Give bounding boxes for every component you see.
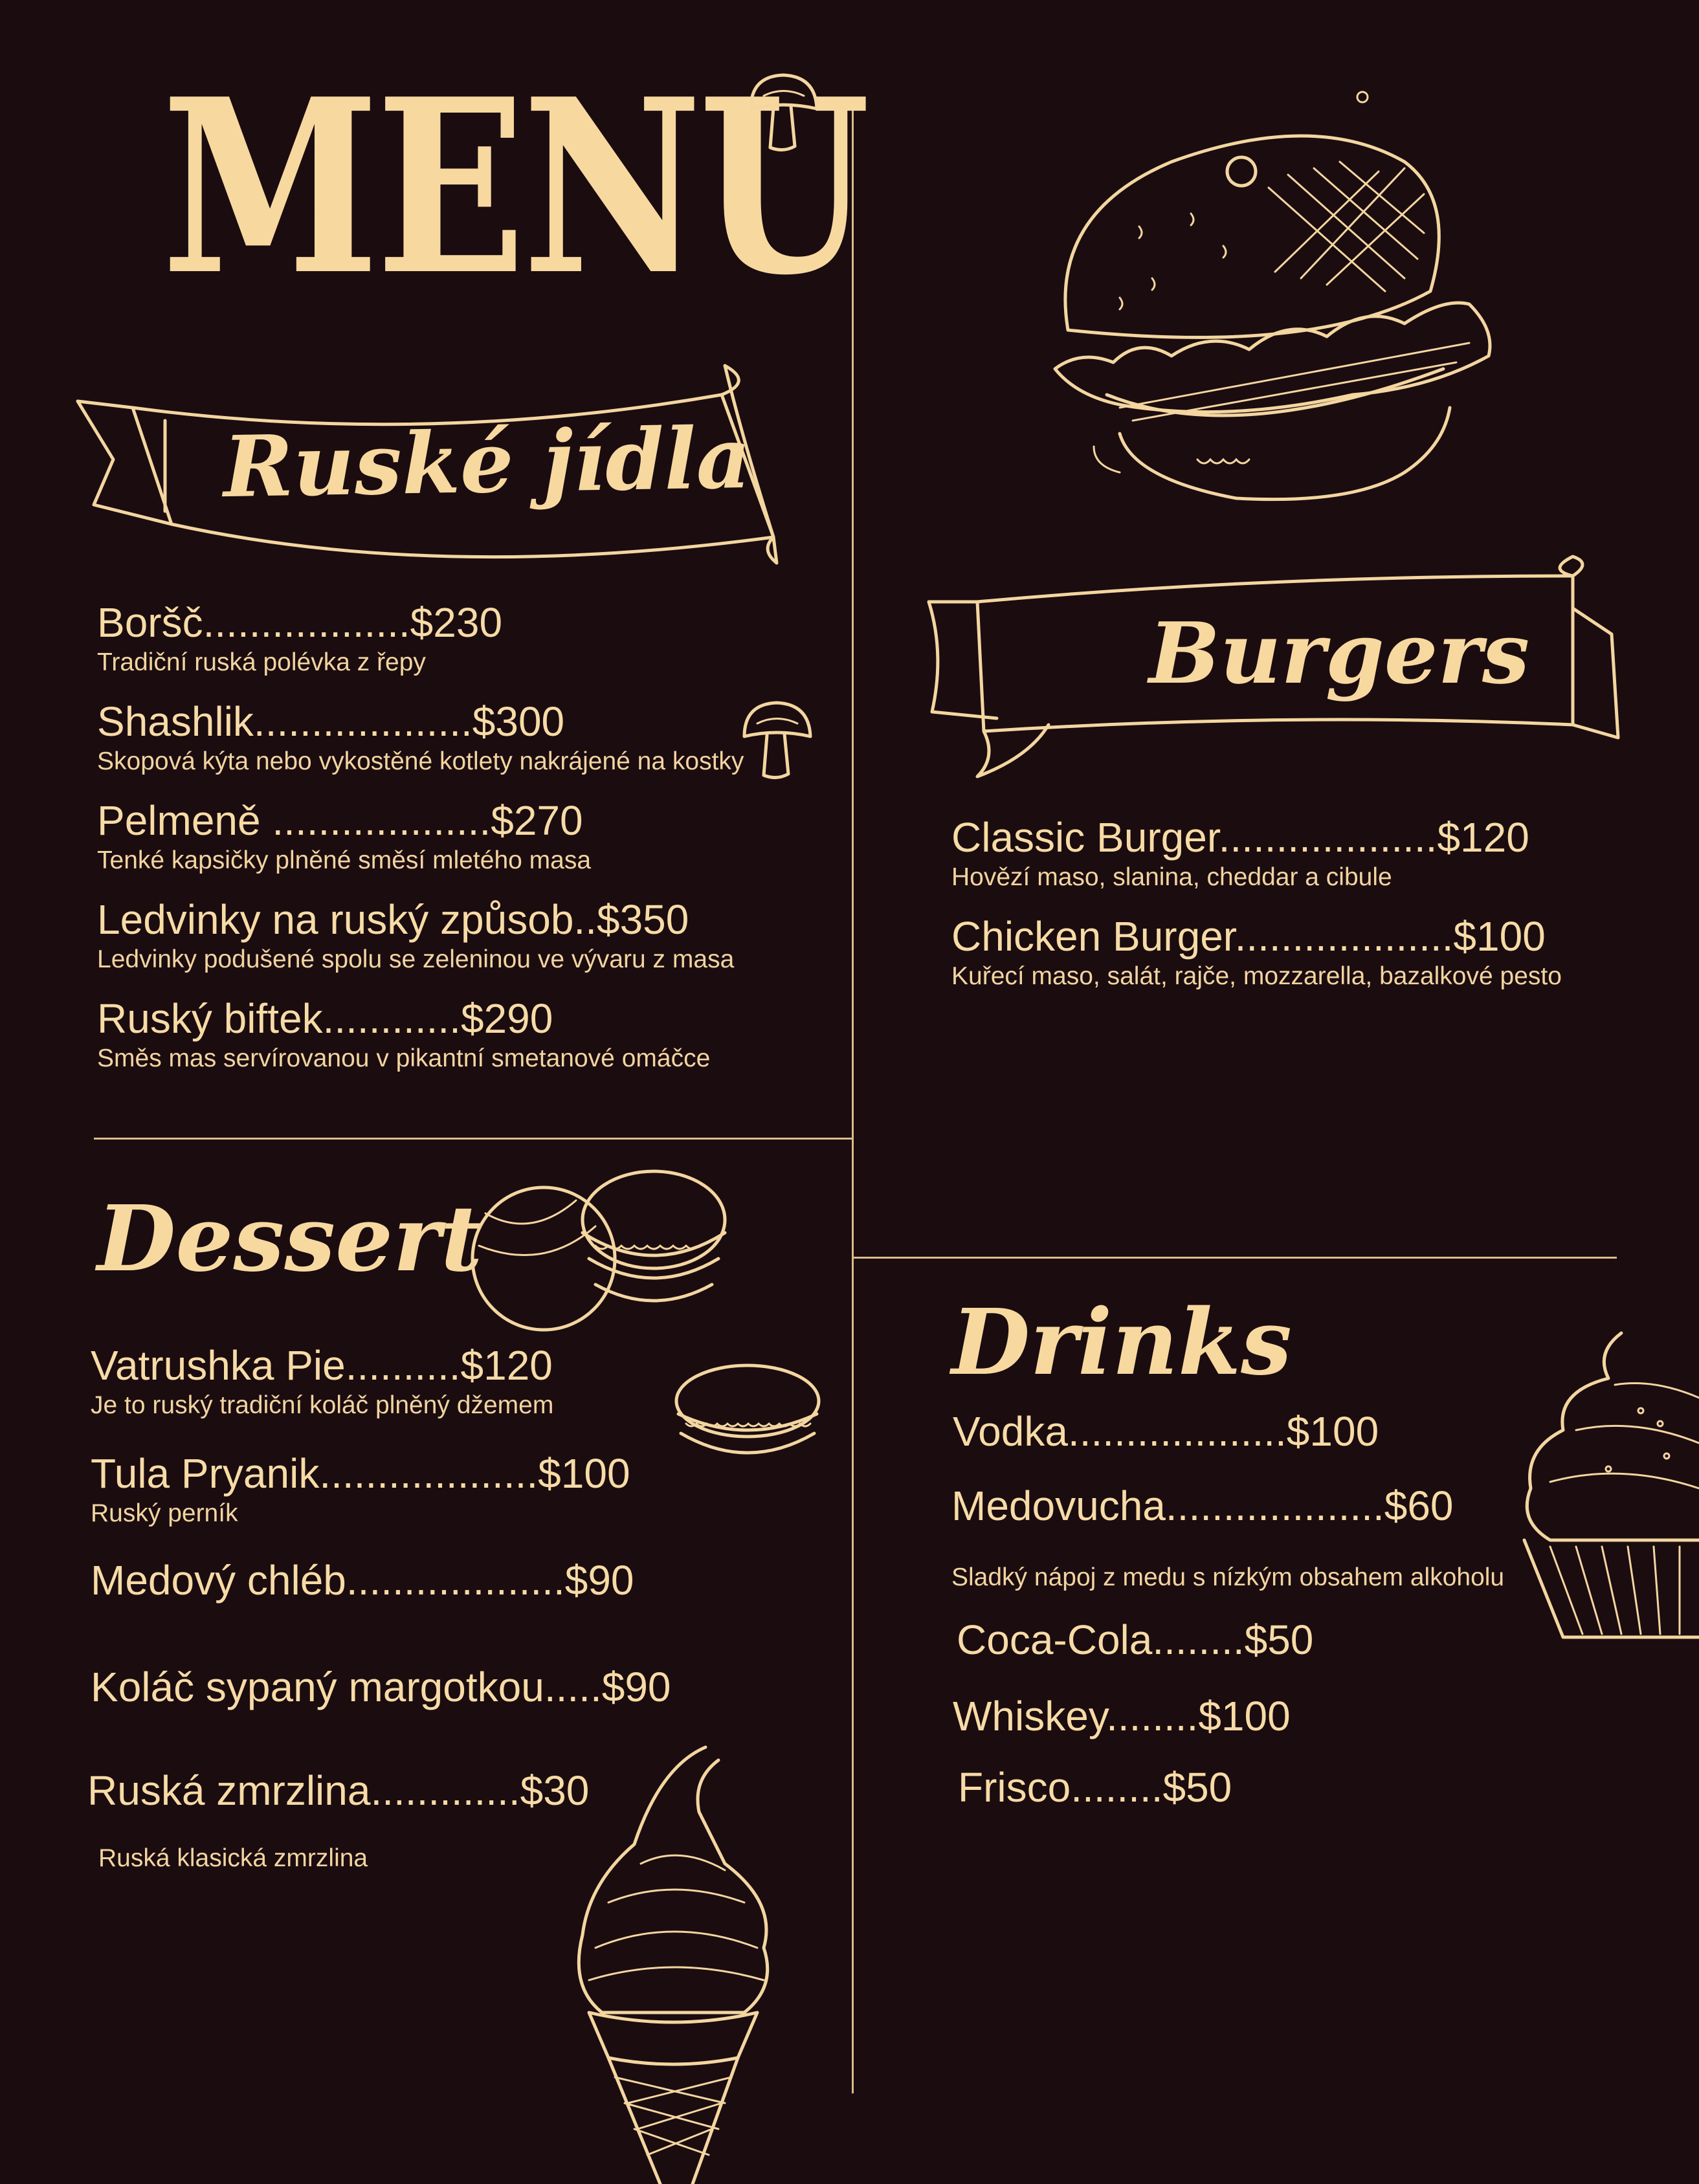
item-name: Koláč sypaný margotkou.....$90 [91,1664,671,1710]
cupcake-icon [1511,1327,1699,1650]
item-name: Ledvinky na ruský způsob..$350 [97,896,689,943]
item-name: Pelmeně ...................$270 [97,797,583,844]
item-description: Tradiční ruská polévka z řepy [97,648,426,676]
list-item [951,913,1562,990]
item-name: Coca-Cola........$50 [957,1616,1314,1663]
item-name: Tula Pryanik...................$100 [91,1450,630,1497]
item-name: Shashlik...................$300 [97,698,565,745]
section-heading-drinks: Drinks [951,1290,1292,1396]
item-description: Tenké kapsičky plněné směsí mletého masa [97,846,592,874]
item-description: Je to ruský tradiční koláč plněný džemem [91,1391,554,1419]
burger-icon [1042,84,1508,511]
item-description: Ruská klasická zmrzlina [98,1844,368,1872]
list-item [97,797,592,874]
item-name: Ruský biftek............$290 [97,995,553,1042]
list-item [97,896,735,973]
item-name: Frisco........$50 [958,1764,1232,1811]
macaron-icon [673,1362,822,1479]
item-name: Medovucha...................$60 [951,1483,1454,1529]
list-item [87,1767,590,1814]
item-name: Whiskey........$100 [953,1693,1291,1739]
list-item [97,995,711,1072]
left-horizontal-divider [94,1138,852,1140]
vertical-divider [852,97,854,2093]
menu-title: MENU [162,47,867,328]
section-heading-russian: Ruské jídla [222,408,751,517]
item-description: Skopová kýta nebo vykostěné kotlety nakrájené na kostky [97,747,744,775]
item-name: Chicken Burger...................$100 [951,913,1546,960]
item-name: Boršč..................$230 [97,599,503,646]
list-item [91,1557,634,1604]
item-name: Vatrushka Pie..........$120 [91,1342,553,1389]
list-item [957,1616,1314,1663]
item-name: Medový chléb...................$90 [91,1557,634,1604]
list-item [91,1450,630,1527]
list-item [958,1764,1232,1811]
section-heading-burgers: Burgers [1149,604,1530,703]
list-item [97,698,744,775]
mushroom-icon [738,698,816,782]
list-item [953,1695,1291,1737]
item-description: Hovězí maso, slanina, cheddar a cibule [951,863,1392,891]
list-item [91,1342,554,1419]
right-horizontal-divider [853,1257,1617,1259]
section-heading-dessert: Dessert [97,1186,483,1292]
list-item [951,1485,1454,1527]
mushroom-icon [744,70,822,154]
item-description: Kuřecí maso, salát, rajče, mozzarella, bazalkové pesto [951,962,1562,990]
item-description: Směs mas servírovanou v pikantní smetanové omáčce [97,1044,711,1072]
list-item [953,1408,1379,1455]
list-item [951,814,1529,891]
item-description: Ruský perník [91,1499,238,1527]
list-item [91,1666,671,1708]
item-description: Sladký nápoj z medu s nízkým obsahem alkoholu [951,1563,1505,1591]
ice-cream-icon [563,1741,783,2184]
item-description: Ledvinky podušené spolu se zeleninou ve vývaru z masa [97,945,735,973]
item-name: Ruská zmrzlina.............$30 [87,1767,590,1814]
list-item [97,599,503,676]
item-name: Vodka...................$100 [953,1408,1379,1455]
item-name: Classic Burger...................$120 [951,814,1529,861]
